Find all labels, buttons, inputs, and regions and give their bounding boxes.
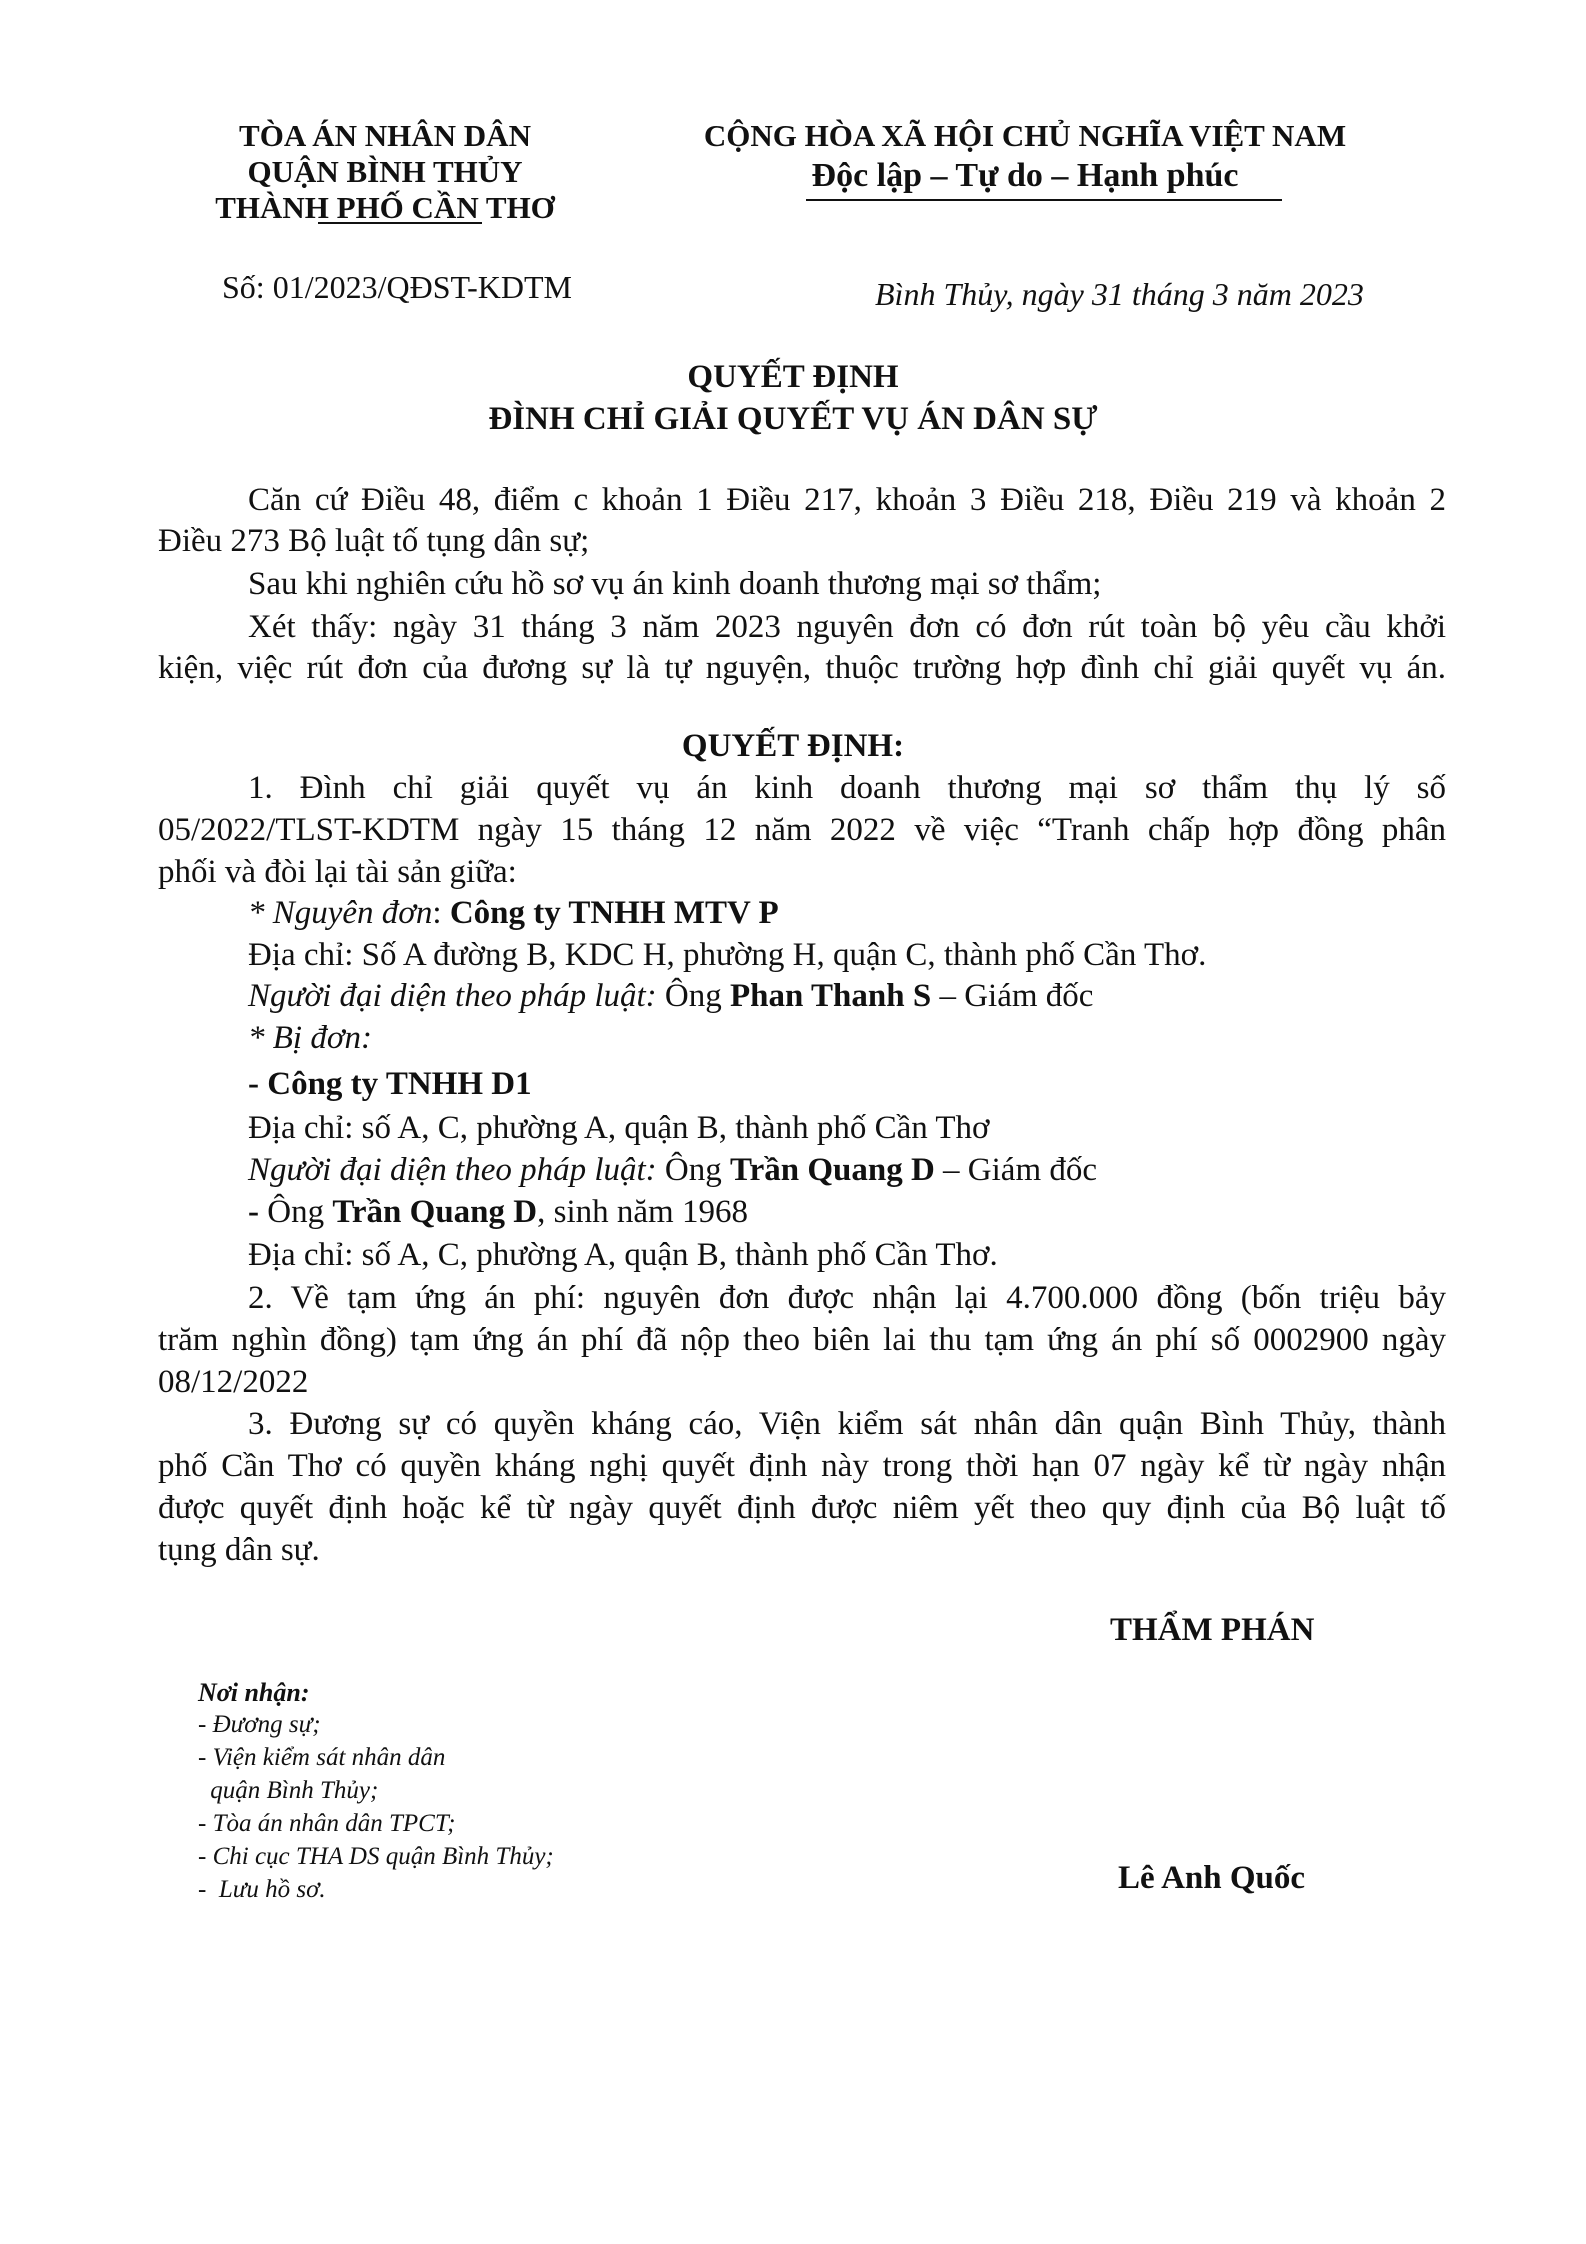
defendant2-birth: , sinh năm 1968 <box>537 1194 748 1230</box>
place-date: Bình Thủy, ngày 31 tháng 3 năm 2023 <box>875 276 1364 312</box>
decision-heading: QUYẾT ĐỊNH: <box>681 728 905 764</box>
item3-line1: 3. Đương sự có quyền kháng cáo, Viện kiểm sát nhân dân quận Bình Thủy, thành <box>248 1406 1446 1442</box>
plaintiff-label: * Nguyên đơn <box>248 895 433 931</box>
court-underline <box>318 222 482 224</box>
court-name: TÒA ÁN NHÂN DÂN <box>239 118 531 153</box>
motto-underline <box>806 199 1282 201</box>
recipient-item: quận Bình Thủy; <box>204 1777 379 1804</box>
defendant2-name: Trần Quang D <box>332 1194 538 1230</box>
signature-title: THẨM PHÁN <box>1110 1612 1315 1648</box>
recipient-item: - Viện kiểm sát nhân dân <box>198 1744 446 1771</box>
item2-line1: 2. Về tạm ứng án phí: nguyên đơn được nhận lại 4.700.000 đồng (bốn triệu bảy <box>248 1280 1446 1316</box>
plaintiff-colon: : <box>432 895 450 931</box>
nation-motto: Độc lập – Tự do – Hạnh phúc <box>811 157 1239 194</box>
item3-line4: tụng dân sự. <box>158 1532 320 1568</box>
defendant2-address: Địa chỉ: số A, C, phường A, quận B, thành phố Cần Thơ. <box>248 1237 998 1273</box>
plaintiff-representative <box>248 976 1093 1016</box>
item1-line2: 05/2022/TLST-KDTM ngày 15 tháng 12 năm 2022 về việc “Tranh chấp hợp đồng phân <box>158 812 1446 848</box>
plaintiff-rep-role: – Giám đốc <box>931 978 1094 1014</box>
title-line1: QUYẾT ĐỊNH <box>687 359 899 395</box>
court-district: QUẬN BÌNH THỦY <box>247 154 523 189</box>
recipient-item: - Chi cục THA DS quận Bình Thủy; <box>198 1843 554 1870</box>
recipient-item: - Lưu hồ sơ. <box>198 1876 326 1903</box>
plaintiff-address: Địa chỉ: Số A đường B, KDC H, phường H, quận C, thành phố Cần Thơ. <box>248 937 1207 973</box>
item3-line2: phố Cần Thơ có quyền kháng nghị quyết định này trong thời hạn 07 ngày kể từ ngày nhận <box>158 1448 1446 1484</box>
defendant2-title: Ông <box>267 1194 333 1230</box>
plaintiff-rep-name: Phan Thanh S <box>730 978 932 1014</box>
document-number: Số: 01/2023/QĐST-KDTM <box>222 269 572 305</box>
item3-line3: được quyết định hoặc kể từ ngày quyết định được niêm yết theo quy định của Bộ luật tố <box>158 1490 1446 1526</box>
item2-line2: trăm nghìn đồng) tạm ứng án phí đã nộp theo biên lai thu tạm ứng án phí số 0002900 ngày <box>158 1322 1446 1358</box>
plaintiff-name: Công ty TNHH MTV P <box>449 895 779 931</box>
defendant1-rep-title: Ông <box>656 1152 731 1188</box>
preamble-p3-line1: Xét thấy: ngày 31 tháng 3 năm 2023 nguyên đơn có đơn rút toàn bộ yêu cầu khởi <box>248 609 1446 645</box>
title-line2: ĐÌNH CHỈ GIẢI QUYẾT VỤ ÁN DÂN SỰ <box>488 401 1098 437</box>
preamble-p1-line2: Điều 273 Bộ luật tố tụng dân sự; <box>158 523 590 559</box>
nation-header <box>655 118 1395 196</box>
preamble-p3-line2: kiện, việc rút đơn của đương sự là tự nguyện, thuộc trường hợp đình chỉ giải quyết vụ án. <box>158 650 1446 686</box>
nation-name: CỘNG HÒA XÃ HỘI CHỦ NGHĨA VIỆT NAM <box>703 118 1347 153</box>
plaintiff-rep-label: Người đại diện theo pháp luật: <box>248 978 657 1014</box>
defendant1-rep-name: Trần Quang D <box>730 1152 935 1188</box>
defendant1-rep-role: – Giám đốc <box>934 1152 1098 1188</box>
preamble-p1-line1: Căn cứ Điều 48, điểm c khoản 1 Điều 217, khoản 3 Điều 218, Điều 219 và khoản 2 <box>248 482 1446 518</box>
recipient-item: - Tòa án nhân dân TPCT; <box>198 1810 456 1837</box>
defendant2-prefix: - <box>248 1194 268 1230</box>
defendant1-representative <box>248 1150 1097 1190</box>
defendant1-rep-label: Người đại diện theo pháp luật: <box>248 1152 657 1188</box>
signature-name: Lê Anh Quốc <box>1118 1860 1306 1896</box>
recipient-item: - Đương sự; <box>198 1711 321 1738</box>
court-city: THÀNH PHỐ CẦN THƠ <box>215 190 555 225</box>
recipients-heading: Nơi nhận: <box>198 1678 310 1707</box>
defendant1-address: Địa chỉ: số A, C, phường A, quận B, thành phố Cần Thơ <box>248 1110 990 1146</box>
document-title <box>0 356 1586 440</box>
court-header <box>170 118 600 226</box>
item1-line3: phối và đòi lại tài sản giữa: <box>158 854 517 890</box>
plaintiff-line <box>248 893 779 933</box>
item1-line1: 1. Đình chỉ giải quyết vụ án kinh doanh thương mại sơ thẩm thụ lý số <box>248 770 1446 806</box>
preamble-p2: Sau khi nghiên cứu hồ sơ vụ án kinh doanh thương mại sơ thẩm; <box>248 566 1102 602</box>
defendant-label: * Bị đơn: <box>248 1020 372 1056</box>
plaintiff-rep-title: Ông <box>656 978 731 1014</box>
defendant1-name: - Công ty TNHH D1 <box>248 1066 532 1102</box>
defendant2-line <box>248 1192 748 1232</box>
item2-line3: 08/12/2022 <box>158 1364 309 1400</box>
